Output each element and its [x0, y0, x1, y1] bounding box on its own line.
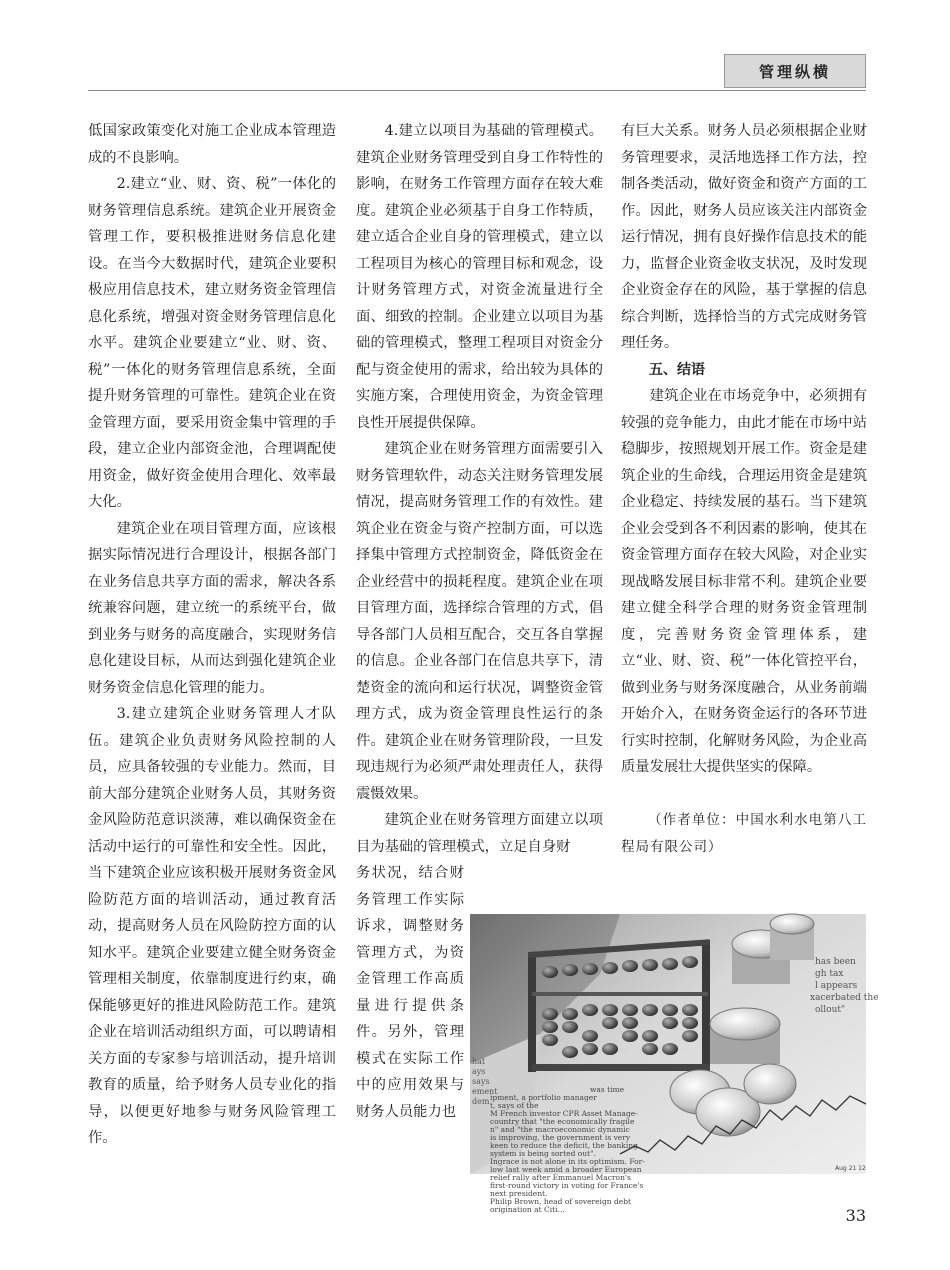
column-3 [621, 118, 867, 860]
svg-text:is improving, the government i: is improving, the government is very [490, 1133, 631, 1142]
svg-text:ipment, a portfolio manager: ipment, a portfolio manager [490, 1093, 597, 1102]
svg-text:says: says [472, 1077, 490, 1086]
author-affiliation: （作者单位：中国水利水电第八工程局有限公司） [621, 812, 867, 855]
header-divider [88, 90, 866, 91]
paragraph: 低国家政策变化对施工企业成本管理造成的不良影响。 [88, 123, 336, 166]
paragraph: 4.建立以项目为基础的管理模式。建筑企业财务管理受到自身工作特性的影响，在财务工作管理方面存在较大难度。建筑企业必须基于自身工作特质，建立适合企业自身的管理模式，建立以工程项目为核心的管理目标和观念，设计财务管理方式，对资金流量进行全面、细致的控制。企业建立以项目为基础的管理模式，整理工程项目对资金分配与资金使用的需求，给出较为具体的实施方案，合理使用资金，为资金管理良性开展提供保障。 [356, 123, 603, 431]
svg-text:Ingrace is not alone in its op: Ingrace is not alone in its optimism. For- [490, 1157, 645, 1166]
svg-text:l appears: l appears [815, 981, 858, 991]
svg-text:xacerbated the: xacerbated the [810, 993, 879, 1003]
svg-text:ement: ement [472, 1087, 498, 1096]
newspaper-text-top-right [810, 957, 879, 1015]
paragraph: 建筑企业在财务管理方面建立以项目为基础的管理模式，立足自身财 [356, 812, 603, 855]
paragraph-wrapped-beside-photo: 务状况，结合财务管理工作实际诉求，调整财务管理方式，为资金管理工作高质量进行提供条件。另外，管理模式在实际工作中的应用效果与财务人员能力也 [356, 865, 464, 1120]
svg-text:origination at Citi...: origination at Citi... [490, 1205, 565, 1214]
paragraph: 建筑企业在项目管理方面，应该根据实际情况进行合理设计，根据各部门在业务信息共享方面的需求，解决各系统兼容问题，建立统一的系统平台，做到业务与财务的高度融合，实现财务信息化建设目标，从而达到强化建筑企业财务资金信息化管理的能力。 [88, 520, 336, 696]
svg-text:t, says of the: t, says of the [490, 1101, 539, 1110]
svg-text:gh tax: gh tax [815, 969, 844, 979]
svg-text:system is being sorted out".: system is being sorted out". [490, 1149, 596, 1158]
paragraph: 建筑企业在财务管理方面需要引入财务管理软件，动态关注财务管理发展情况，提高财务管理工作的有效性。建筑企业在资金与资产控制方面，可以选择集中管理方式控制资金，降低资金在企业经营中的损耗程度。建筑企业在项目管理方面，选择综合管理的方式，倡导各部门人员相互配合，交互各自掌握的信息。企业各部门在信息共享下，清楚资金的流向和运行状况，调整资金管理方式，成为资金管理良性运行的条件。建筑企业在财务管理阶段，一旦发现违规行为必须严肃处理责任人，获得震慑效果。 [356, 441, 603, 802]
journal-section-label: 管理纵横 [724, 54, 866, 88]
svg-text:hat: hat [472, 1057, 486, 1066]
svg-text:low last week amid a broader E: low last week amid a broader European [490, 1165, 642, 1174]
svg-text:relief rally after Emmanuel Ma: relief rally after Emmanuel Macron's [490, 1173, 631, 1182]
svg-text:Philip Brown, head of sovereig: Philip Brown, head of sovereign debt [490, 1197, 632, 1206]
paragraph: 建筑企业在市场竞争中，必须拥有较强的竞争能力，由此才能在市场中站稳脚步，按照规划开展工作。资金是建筑企业的生命线，合理运用资金是建筑企业稳定、持续发展的基石。当下建筑企业会受到各不利因素的影响，使其在资金管理方面存在较大风险，对企业实现战略发展目标非常不利。建筑企业要建立健全科学合理的财务资金管理制度，完善财务资金管理体系，建立“业、财、资、税”一体化管控平台，做到业务与财务深度融合，从业务前端开始介入，在财务资金运行的各环节进行实时控制，化解财务风险，为企业高质量发展壮大提供坚实的保障。 [621, 388, 867, 775]
svg-text:was time: was time [590, 1085, 625, 1094]
svg-text:ollout": ollout" [815, 1005, 846, 1015]
paragraph: 2.建立“业、财、资、税”一体化的财务管理信息系统。建筑企业开展资金管理工作，要积极推进财务信息化建设。在当今大数据时代，建筑企业要积极应用信息技术，建立财务资金管理信息化系统，增强对资金财务管理信息化水平。建筑企业要建立“业、财、资、税”一体化的财务管理信息系统，全面提升财务管理的可靠性。建筑企业在资金管理方面，要采用资金集中管理的手段，建立企业内部资金池，合理调配使用资金，做好资金使用合理化、效率最大化。 [88, 176, 336, 510]
abacus-coins-photo [470, 914, 879, 1214]
column-1 [88, 118, 336, 1152]
svg-text:next president.: next president. [490, 1189, 548, 1198]
svg-text:first-round victory in voting: first-round victory in voting for France's [490, 1181, 644, 1190]
svg-text:ays: ays [472, 1067, 486, 1076]
svg-text:keen to reduce the deficit, th: keen to reduce the deficit, the banking [490, 1141, 638, 1150]
page-number: 33 [845, 1206, 866, 1225]
svg-text:dem: dem [472, 1097, 490, 1106]
section-heading: 五、结语 [649, 361, 705, 378]
chart-date-label: Aug 21 12 [835, 1165, 866, 1172]
svg-text:country that "the economically: country that "the economically fragile [490, 1117, 635, 1126]
svg-text:M French investor CPR Asset Ma: M French investor CPR Asset Manage- [490, 1109, 638, 1118]
paragraph: 3.建立建筑企业财务管理人才队伍。建筑企业负责财务风险控制的人员，应具备较强的专业能力。然而，目前大部分建筑企业财务人员，其财务资金风险防范意识淡薄，难以确保资金在活动中运行的可靠性和安全性。因此，当下建筑企业应该积极开展财务资金风险防范方面的培训活动，通过教育活动，提高财务人员在风险防控方面的认知水平。建筑企业要建立健全财务资金管理相关制度，依靠制度进行约束，确保能够更好的推进风险防范工作。建筑企业在培训活动组织方面，可以聘请相关方面的专家参与培训活动，提升培训教育的质量，给予财务人员专业化的指导，以便更好地参与财务风险管理工作。 [88, 706, 336, 1146]
paragraph: 有巨大关系。财务人员必须根据企业财务管理要求，灵活地选择工作方法，控制各类活动，做好资金和资产方面的工作。因此，财务人员应该关注内部资金运行情况，拥有良好操作信息技术的能力，监督企业资金收支状况，及时发现企业资金存在的风险，基于掌握的信息综合判断，选择恰当的方式完成财务管理任务。 [621, 123, 867, 351]
svg-text:n" and "the macroeconomic dyna: n" and "the macroeconomic dynamic [490, 1125, 630, 1134]
svg-text:has been: has been [815, 957, 856, 967]
